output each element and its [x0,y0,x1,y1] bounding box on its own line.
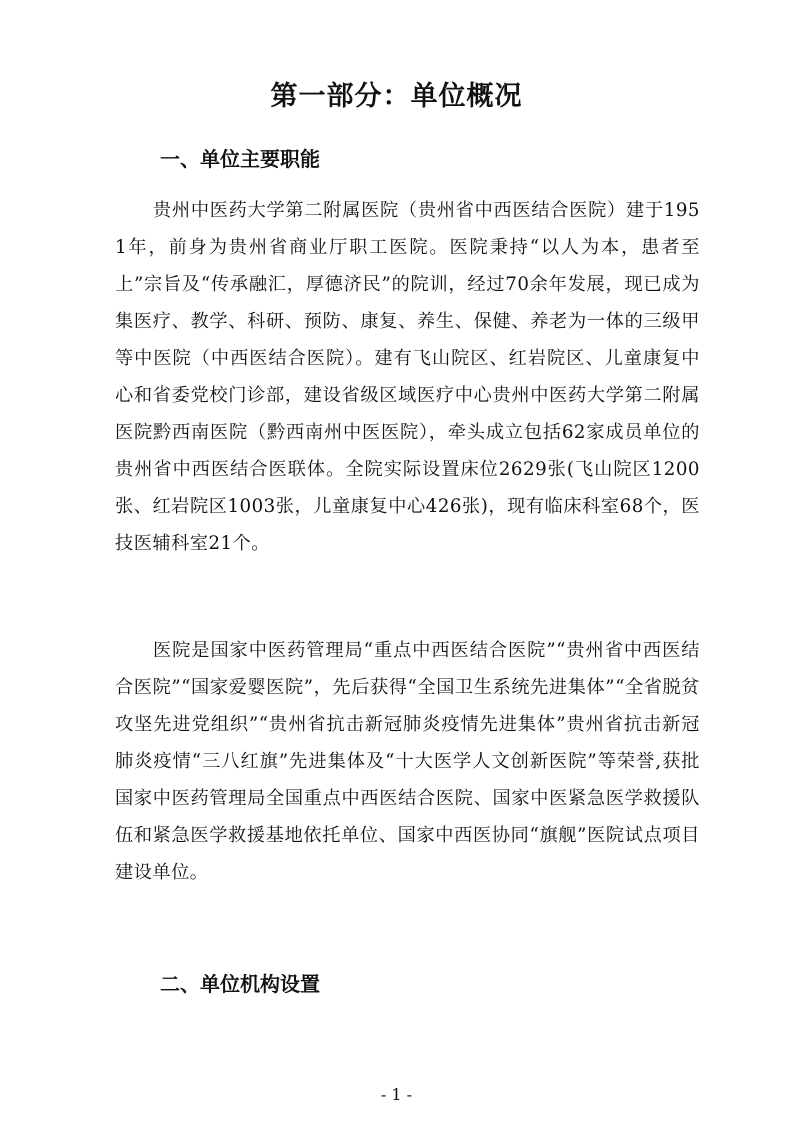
page-number: - 1 - [380,1085,413,1104]
section-heading-functions: 一、单位主要职能 [160,147,320,171]
paragraph-hospital-honors: 医院是国家中医药管理局“重点中西医结合医院”“贵州省中西医结合医院”“国家爱婴医院”，先后获得“全国卫生系统先进集体”“全省脱贫攻坚先进党组织”“贵州省抗击新冠肺炎疫情先进集体”贵州省抗击新冠肺炎疫情“三八红旗”先进集体及“十大医学人文创新医院”等荣誉,获批国家中医药管理局全国重点中西医结合医院、国家中医紧急医学救援队伍和紧急医学救援基地依托单位、国家中西医协同“旗舰”医院试点项目建设单位。 [115,640,700,883]
section-heading-organization: 二、单位机构设置 [160,972,320,996]
document-title: 第一部分：单位概况 [270,81,523,112]
paragraph-hospital-overview: 贵州中医药大学第二附属医院（贵州省中西医结合医院）建于1951年，前身为贵州省商业厅职工医院。医院秉持“以人为本，患者至上”宗旨及“传承融汇，厚德济民”的院训，经过70余年发展，现已成为集医疗、教学、科研、预防、康复、养生、保健、养老为一体的三级甲等中医院（中西医结合医院）。建有飞山院区、红岩院区、儿童康复中心和省委党校门诊部，建设省级区域医疗中心贵州中医药大学第二附属医院黔西南医院（黔西南州中医医院），牵头成立包括62家成员单位的贵州省中西医结合医联体。全院实际设置床位2629张(飞山院区1200张、红岩院区1003张，儿童康复中心426张)，现有临床科室68个，医技医辅科室21个。 [115,200,700,554]
